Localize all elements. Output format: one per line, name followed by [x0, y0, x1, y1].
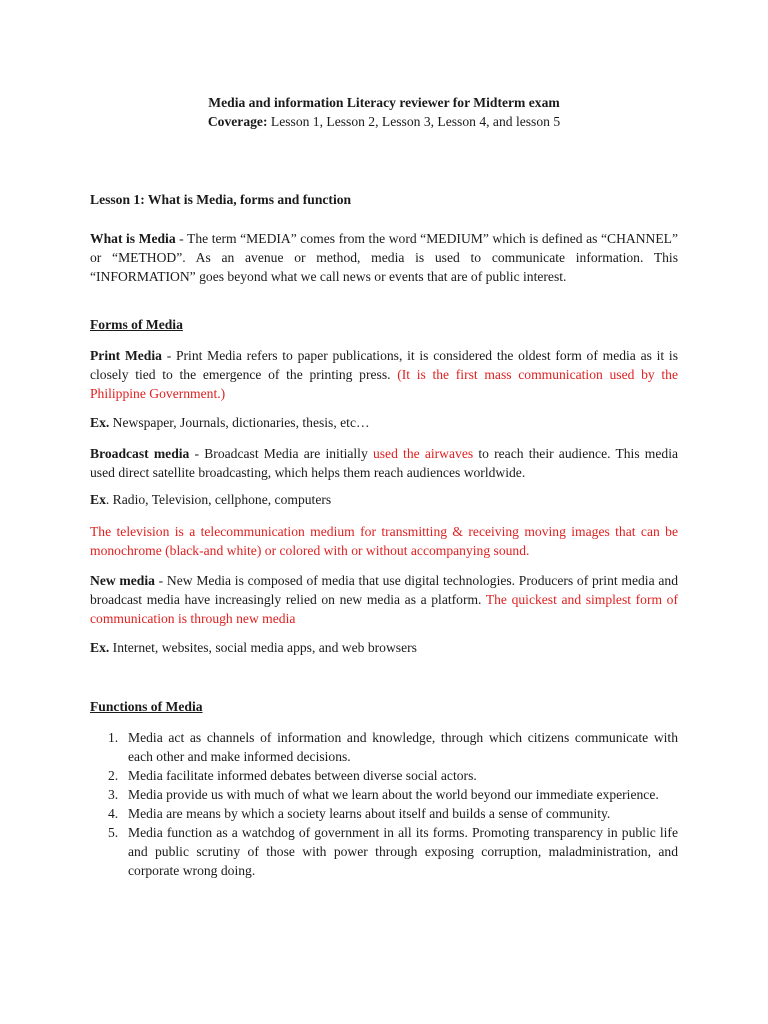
coverage-label: Coverage:: [207, 114, 268, 129]
print-ex-text: Newspaper, Journals, dictionaries, thesis, etc…: [109, 415, 370, 430]
coverage-line: [90, 114, 678, 130]
print-ex-label: Ex.: [90, 415, 110, 430]
broadcast-media-term: Broadcast media: [90, 446, 190, 461]
coverage-text: Lesson 1, Lesson 2, Lesson 3, Lesson 4, and lesson 5: [267, 114, 561, 129]
list-item-text: Media act as channels of information and knowledge, through which citizens communicate with each other and make informed decisions.: [128, 730, 678, 764]
what-is-media-text: - The term “MEDIA” comes from the word “MEDIUM” which is defined as “CHANNEL” or “METHOD”. As an avenue or method, media is used to communicate information. This “INFORMATION” goes beyond what we call news or events that are of public interest.: [90, 231, 678, 284]
television-note: The television is a telecommunication medium for transmitting & receiving moving images that can be monochrome (black-and white) or colored with or without accompanying sound.: [90, 524, 678, 558]
new-media-ex-label: Ex.: [90, 640, 110, 655]
functions-list: [90, 728, 678, 880]
print-media-note: (It is the first mass communication used by the Philippine Government.): [90, 367, 678, 401]
functions-heading: [90, 699, 678, 715]
document-title-text: Media and information Literacy reviewer for Midterm exam: [208, 95, 560, 110]
broadcast-media-paragraph: [90, 444, 678, 482]
print-media-term: Print Media: [90, 348, 162, 363]
new-media-note: The quickest and simplest form of communication is through new media: [90, 592, 679, 626]
new-media-paragraph: [90, 571, 678, 628]
new-media-text: - New Media is composed of media that use digital technologies. Producers of print media and broadcast media have increasingly relied on new media as a platform.: [90, 573, 678, 607]
print-media-examples: [90, 415, 678, 431]
list-item-text: Media function as a watchdog of government in all its forms. Promoting transparency in public life and public scrutiny of those with power through exposing corruption, maladministration, and corporate wrong doing.: [128, 825, 678, 878]
list-item: [108, 785, 678, 804]
what-is-media-term: What is Media: [90, 231, 176, 246]
new-media-ex-text: Internet, websites, social media apps, and web browsers: [109, 640, 417, 655]
print-media-text: - Print Media refers to paper publications, it is considered the oldest form of media as it is closely tied to the emergence of the printing press.: [90, 348, 678, 382]
list-item-text: Media facilitate informed debates between diverse social actors.: [128, 768, 477, 783]
list-item: [108, 823, 678, 880]
lesson1-heading: [90, 192, 678, 208]
broadcast-ex-label: Ex: [90, 492, 106, 507]
list-item-number: 5.: [108, 825, 119, 840]
list-item: [108, 728, 678, 766]
list-item: [108, 804, 678, 823]
print-media-paragraph: [90, 346, 678, 403]
new-media-term: New media: [90, 573, 155, 588]
broadcast-ex-text: . Radio, Television, cellphone, computers: [105, 492, 332, 507]
broadcast-media-examples: [90, 492, 678, 508]
list-item-number: 3.: [108, 787, 119, 802]
list-item: [108, 766, 678, 785]
broadcast-media-text-before: - Broadcast Media are initially: [189, 446, 373, 461]
list-item-text: Media provide us with much of what we learn about the world beyond our immediate experience.: [128, 787, 659, 802]
what-is-media-paragraph: [90, 229, 678, 286]
functions-list-container: [90, 728, 678, 880]
functions-heading-text: Functions of Media: [90, 699, 203, 714]
broadcast-media-text-after: to reach their audience. This media used direct satellite broadcasting, which helps them reach audiences worldwide.: [90, 446, 679, 480]
list-item-number: 1.: [108, 730, 119, 745]
new-media-examples: [90, 640, 678, 656]
list-item-number: 4.: [108, 806, 119, 821]
list-item-number: 2.: [108, 768, 119, 783]
forms-heading-text: Forms of Media: [90, 317, 183, 332]
list-item-text: Media are means by which a society learns about itself and builds a sense of community.: [128, 806, 611, 821]
forms-heading: [90, 317, 678, 333]
lesson1-heading-text: Lesson 1: What is Media, forms and function: [90, 192, 352, 207]
document-title: [90, 95, 678, 111]
broadcast-media-highlight: used the airwaves: [372, 446, 474, 461]
